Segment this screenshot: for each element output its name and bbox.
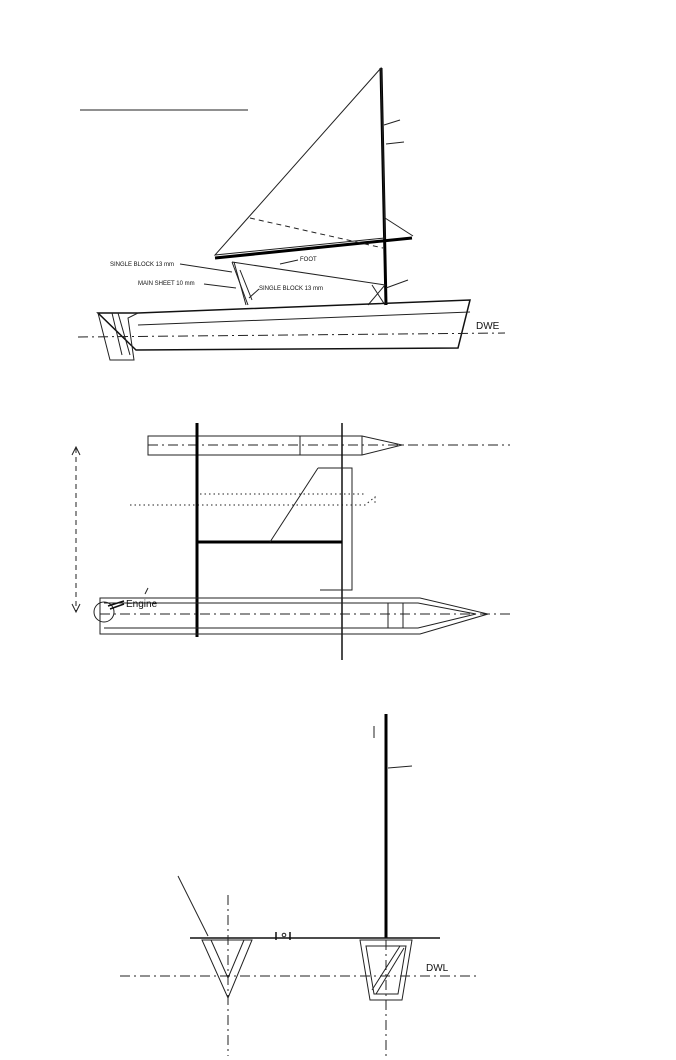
- front-view: [120, 714, 476, 1056]
- mast-front-leader: [388, 766, 412, 768]
- label-main-sheet-leader: [204, 284, 236, 288]
- label-single-block-upper-leader: [180, 264, 232, 272]
- label-main-sheet: MAIN SHEET 10 mm: [138, 281, 195, 287]
- label-single-block-lower-leader: [249, 289, 259, 298]
- plan-view: [72, 423, 510, 660]
- main-hull-inner: [104, 603, 476, 628]
- main-sheet-line: [234, 262, 252, 305]
- engine-bracket: [108, 601, 124, 609]
- label-foot-leader: [280, 260, 298, 264]
- mainsail: [215, 68, 385, 255]
- mast-leader-arrow-lower: [386, 142, 404, 144]
- lower-sail-outline: [232, 262, 385, 305]
- side-view: [78, 68, 505, 360]
- float-section: [202, 940, 252, 998]
- connector-bracket: [270, 468, 352, 590]
- deck-line: [138, 312, 470, 325]
- cross-deck-mark-circle: [282, 933, 286, 937]
- label-engine: Engine: [126, 599, 158, 610]
- label-foot: FOOT: [300, 257, 317, 263]
- label-waterline-front: DWL: [426, 963, 449, 974]
- float-dotted-position: [130, 494, 375, 505]
- label-single-block-lower: SINGLE BLOCK 13 mm: [259, 286, 324, 292]
- label-waterline-side: DWE: [476, 321, 500, 332]
- label-single-block-upper: SINGLE BLOCK 13 mm: [110, 262, 175, 268]
- sail-reference-line: [385, 218, 413, 236]
- mast-leader-arrow-upper: [384, 120, 400, 125]
- float-section-leader: [178, 876, 208, 936]
- hull-side: [98, 300, 470, 350]
- sheet-leader-arrow: [386, 280, 408, 288]
- waterline-side: [78, 333, 505, 337]
- engine-leader: [145, 588, 148, 594]
